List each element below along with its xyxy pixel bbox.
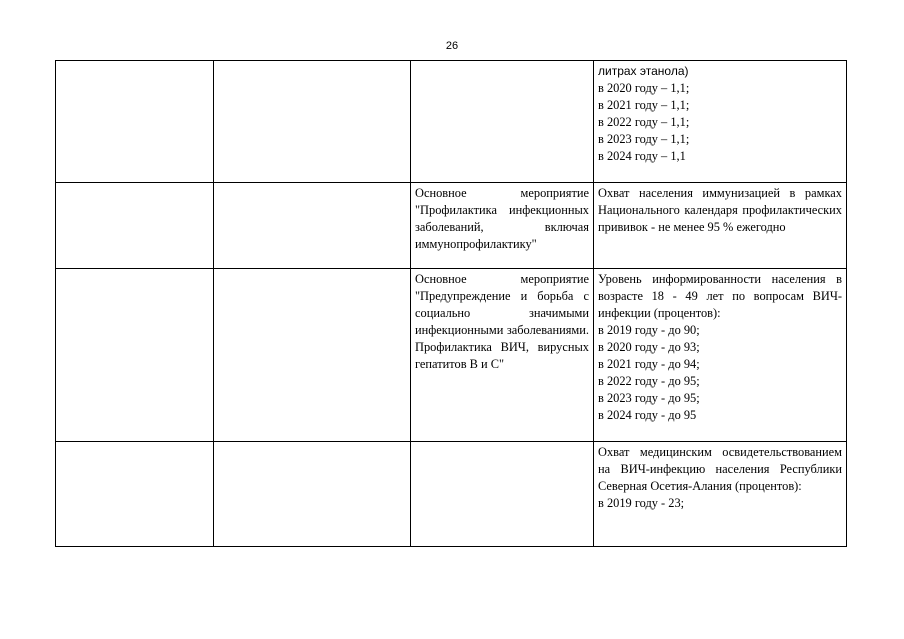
indicator-text: Охват населения иммунизацией в рамках Национального календаря профилактических прививок - не менее 95 % ежегодно: [598, 186, 842, 234]
indicator-cell: [594, 61, 847, 183]
indicator-line: в 2021 году – 1,1;: [598, 98, 690, 112]
table-cell: [214, 269, 411, 442]
table-cell: [411, 61, 594, 183]
indicator-line: литрах этанола): [598, 64, 689, 78]
indicator-cell: [594, 269, 847, 442]
indicator-text: Уровень информированности населения в возрасте 18 - 49 лет по вопросам ВИЧ-инфекции (процентов):: [598, 272, 842, 320]
indicator-line: в 2023 году - до 95;: [598, 391, 700, 405]
activity-cell: [411, 269, 594, 442]
table-cell: [56, 269, 214, 442]
activity-cell: [411, 183, 594, 269]
indicator-cell: [594, 183, 847, 269]
table-cell: [56, 442, 214, 547]
activity-text: Основное мероприятие "Предупреждение и борьба с социально значимыми инфекционными заболеваниями. Профилактика ВИЧ, вирусных гепатитов В и С": [415, 272, 589, 371]
indicator-text: Охват медицинским освидетельствованием на ВИЧ-инфекцию населения Республики Северная Осетия-Алания (процентов):: [598, 445, 842, 493]
indicator-line: в 2022 году – 1,1;: [598, 115, 690, 129]
table-row: [56, 183, 847, 269]
indicator-line: в 2024 году – 1,1: [598, 149, 686, 163]
activity-text: Основное мероприятие "Профилактика инфекционных заболеваний, включая иммунопрофилактику": [415, 186, 589, 251]
indicator-line: в 2024 году - до 95: [598, 408, 697, 422]
table-row: [56, 442, 847, 547]
indicator-line: в 2020 году – 1,1;: [598, 81, 690, 95]
program-table: [55, 60, 847, 547]
table-cell: [411, 442, 594, 547]
table-row: [56, 269, 847, 442]
indicator-cell: [594, 442, 847, 547]
table-cell: [56, 183, 214, 269]
indicator-line: в 2022 году - до 95;: [598, 374, 700, 388]
table-cell: [56, 61, 214, 183]
indicator-line: в 2020 году - до 93;: [598, 340, 700, 354]
table-cell: [214, 61, 411, 183]
table-row: [56, 61, 847, 183]
indicator-line: в 2019 году - до 90;: [598, 323, 700, 337]
page-number: 26: [445, 40, 459, 52]
table-cell: [214, 183, 411, 269]
table-cell: [214, 442, 411, 547]
indicator-line: в 2019 году - 23;: [598, 496, 685, 510]
indicator-line: в 2023 году – 1,1;: [598, 132, 690, 146]
indicator-line: в 2021 году - до 94;: [598, 357, 700, 371]
